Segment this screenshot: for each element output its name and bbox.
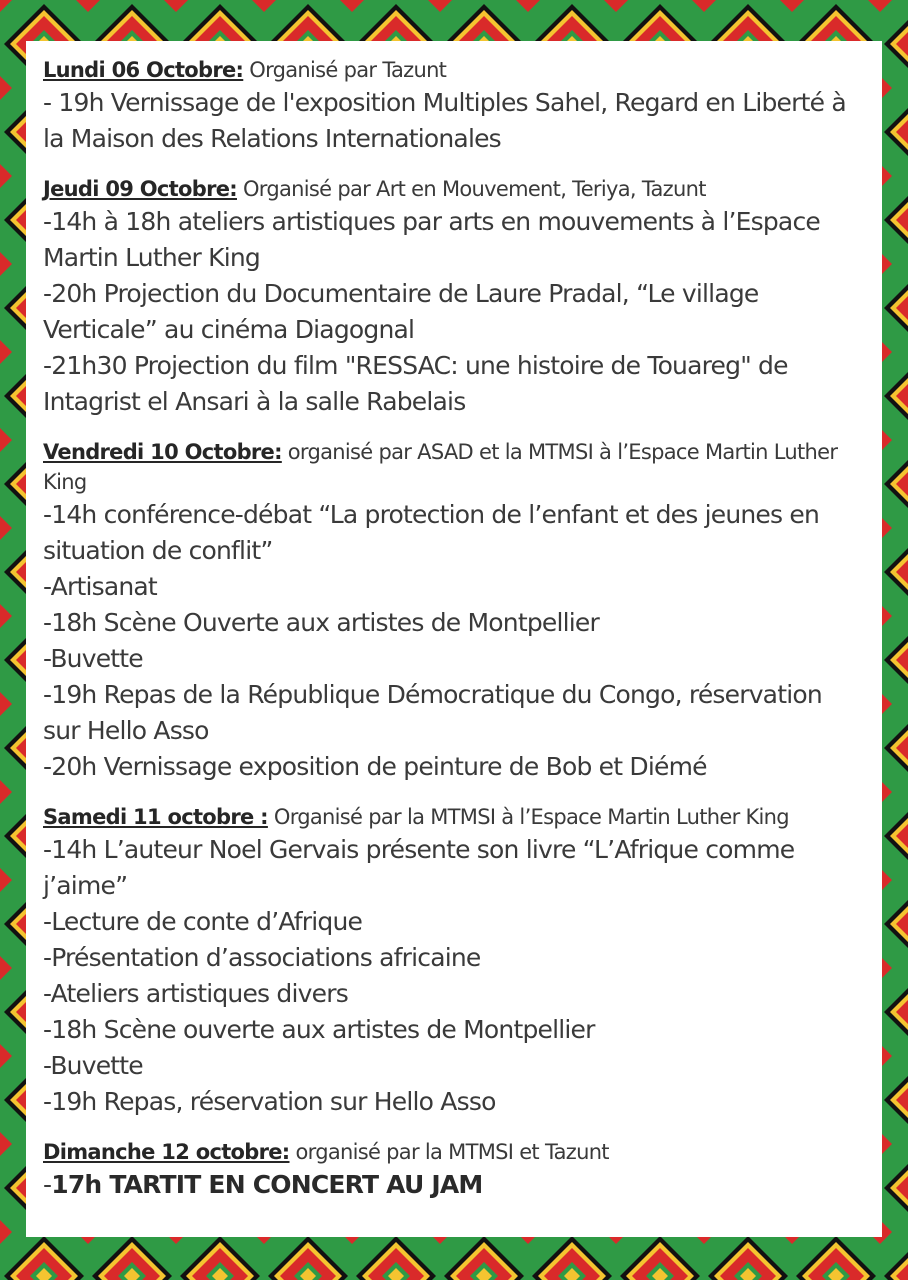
day-section-sunday xyxy=(43,1137,882,1203)
day-heading xyxy=(43,802,882,832)
event-line: -20h Vernissage exposition de peinture de Bob et Diémé xyxy=(43,752,707,781)
event-line: -Buvette xyxy=(43,644,143,673)
day-heading xyxy=(43,437,882,497)
event-line: -20h Projection du Documentaire de Laure Pradal, “Le village Verticale” au cinéma Diagognal xyxy=(43,279,759,344)
day-organizer: organisé par la MTMSI et Tazunt xyxy=(289,1140,609,1164)
day-organizer: Organisé par Tazunt xyxy=(243,58,447,82)
event-line: -Buvette xyxy=(43,1051,143,1080)
program-card xyxy=(26,41,882,1237)
headline-event xyxy=(43,1167,882,1203)
event-line: -14h à 18h ateliers artistiques par arts en mouvements à l’Espace Martin Luther King xyxy=(43,207,820,272)
event-line: -21h30 Projection du film "RESSAC: une histoire de Touareg" de Intagrist el Ansari à la salle Rabelais xyxy=(43,351,788,416)
day-organizer: organisé par ASAD et la MTMSI à l’Espace Martin Luther King xyxy=(43,440,838,494)
event-line: -Présentation d’associations africaine xyxy=(43,943,481,972)
day-title: Lundi 06 Octobre: xyxy=(43,58,244,82)
event-line: -14h conférence-débat “La protection de l’enfant et des jeunes en situation de conflit” xyxy=(43,500,819,565)
event-line: -14h L’auteur Noel Gervais présente son livre “L’Afrique comme j’aime” xyxy=(43,835,795,900)
event-line: -Lecture de conte d’Afrique xyxy=(43,907,363,936)
event-line: -18h Scène ouverte aux artistes de Montpellier xyxy=(43,1015,595,1044)
day-heading xyxy=(43,174,882,204)
event-line: -19h Repas de la République Démocratique du Congo, réservation sur Hello Asso xyxy=(43,680,822,745)
concert-highlight: 17h TARTIT EN CONCERT AU JAM xyxy=(51,1170,483,1199)
event-line: -18h Scène Ouverte aux artistes de Montpellier xyxy=(43,608,599,637)
event-line: - 19h Vernissage de l'exposition Multiples Sahel, Regard en Liberté à la Maison des Relations Internationales xyxy=(43,88,846,153)
day-title: Jeudi 09 Octobre: xyxy=(43,177,237,201)
day-section-friday xyxy=(43,437,882,785)
day-title: Vendredi 10 Octobre: xyxy=(43,440,282,464)
day-heading xyxy=(43,55,882,85)
day-organizer: Organisé par Art en Mouvement, Teriya, Tazunt xyxy=(236,177,706,201)
event-dash: - xyxy=(43,1170,52,1199)
event-line: -Artisanat xyxy=(43,572,157,601)
day-section-saturday xyxy=(43,802,882,1120)
day-section-monday xyxy=(43,55,882,157)
event-line: -Ateliers artistiques divers xyxy=(43,979,348,1008)
day-section-thursday xyxy=(43,174,882,420)
event-line: -19h Repas, réservation sur Hello Asso xyxy=(43,1087,496,1116)
day-organizer: Organisé par la MTMSI à l’Espace Martin Luther King xyxy=(267,805,789,829)
day-title: Dimanche 12 octobre: xyxy=(43,1140,290,1164)
day-title: Samedi 11 octobre : xyxy=(43,805,268,829)
day-heading xyxy=(43,1137,882,1167)
